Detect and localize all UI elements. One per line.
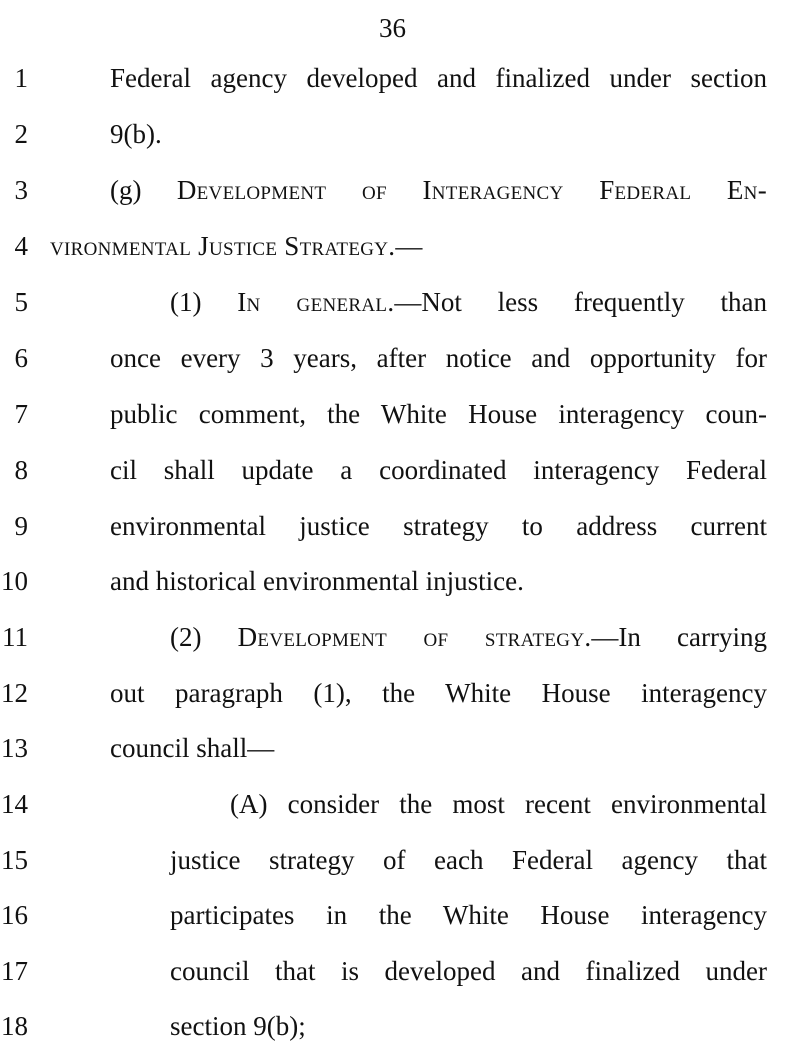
line-number: 8: [14, 455, 28, 485]
line-text: [170, 282, 767, 322]
line-number: 2: [14, 119, 28, 149]
paragraph-text: —Not less frequently than: [394, 287, 767, 317]
text-line: [0, 394, 785, 434]
text-line: [0, 895, 785, 935]
em-dash: —: [395, 231, 423, 261]
line-number: 11: [2, 622, 28, 652]
line-number: 10: [1, 566, 28, 596]
subsection-heading: Development of Interagency Federal En-: [176, 175, 767, 205]
line-text: public comment, the White House interagency coun-: [110, 399, 767, 429]
line-text: cil shall update a coordinated interagency Federal: [110, 455, 767, 485]
line-number: 18: [1, 1011, 28, 1041]
line-text: participates in the White House interagency: [170, 900, 767, 930]
line-number: 1: [14, 63, 28, 93]
text-line: [0, 338, 785, 378]
text-line: [0, 840, 785, 880]
line-number: 3: [14, 175, 28, 205]
paragraph-heading: In general.: [237, 287, 395, 317]
text-line: [0, 450, 785, 490]
text-line: [0, 617, 785, 657]
line-number: 9: [14, 511, 28, 541]
text-line: [0, 728, 785, 768]
line-text: once every 3 years, after notice and opportunity for: [110, 343, 767, 373]
paragraph-label: (1): [170, 287, 238, 317]
text-line: [0, 673, 785, 713]
text-line: [0, 506, 785, 546]
text-line: [0, 561, 785, 601]
line-number: 12: [1, 678, 28, 708]
line-text: [110, 170, 767, 210]
line-text: (A) consider the most recent environmental: [230, 789, 767, 819]
line-text: council shall—: [110, 733, 275, 763]
subsection-label: (g): [110, 175, 177, 205]
line-number: 16: [1, 900, 28, 930]
text-line: [0, 58, 785, 98]
line-text: 9(b).: [110, 119, 162, 149]
paragraph-text: —In carrying: [591, 622, 767, 652]
line-text: out paragraph (1), the White House interagency: [110, 678, 767, 708]
line-number: 5: [14, 287, 28, 317]
text-line: [0, 784, 785, 824]
line-text: environmental justice strategy to address current: [110, 511, 767, 541]
line-text: and historical environmental injustice.: [110, 566, 524, 596]
paragraph-label: (2): [170, 622, 238, 652]
line-number: 15: [1, 845, 28, 875]
text-line: [0, 114, 785, 154]
line-text: justice strategy of each Federal agency that: [170, 845, 767, 875]
text-line: [0, 226, 785, 266]
text-line: [0, 951, 785, 991]
line-number: 17: [1, 956, 28, 986]
line-number: 7: [14, 399, 28, 429]
line-number: 4: [14, 231, 28, 261]
text-line: [0, 1006, 785, 1046]
line-number: 14: [1, 789, 28, 819]
page-number: 36: [379, 13, 406, 43]
line-text: [50, 226, 767, 266]
line-text: Federal agency developed and finalized under section: [110, 63, 767, 93]
line-text: [170, 617, 767, 657]
line-number: 6: [14, 343, 28, 373]
subsection-heading: vironmental Justice Strategy.: [50, 231, 396, 261]
line-text: section 9(b);: [170, 1011, 306, 1041]
text-line: [0, 282, 785, 322]
line-text: council that is developed and finalized under: [170, 956, 767, 986]
text-line: [0, 170, 785, 210]
line-number: 13: [1, 733, 28, 763]
paragraph-heading: Development of strategy.: [237, 622, 592, 652]
